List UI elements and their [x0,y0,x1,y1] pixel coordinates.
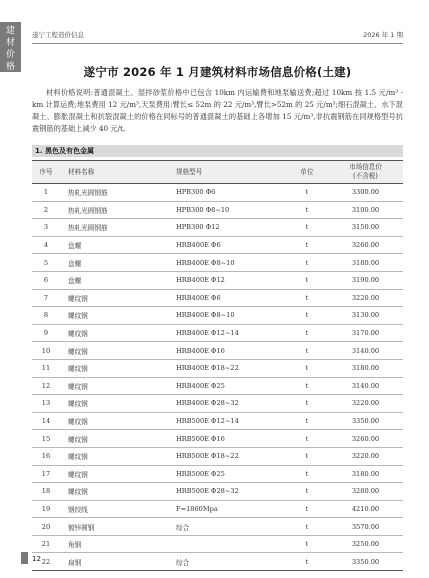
section-heading: 1. 黑色及有色金属 [32,145,403,157]
row-spec: F=1860Mpa [168,500,286,518]
table-row [32,395,403,413]
header-publication: 遂宁工程造价信息 [32,31,84,39]
row-unit: t [286,271,328,289]
row-price: 3280.00 [328,483,403,501]
page-marker [21,552,28,564]
row-spec: HPB300 Φ12 [168,219,286,237]
row-no: 17 [32,465,60,483]
row-spec: 综合 [168,553,286,571]
row-material-name: 螺纹钢 [60,289,168,307]
row-material-name: 螺纹钢 [60,430,168,448]
row-spec: HRB500E Φ12~14 [168,412,286,430]
row-no: 6 [32,271,60,289]
row-unit: t [286,483,328,501]
table-row [32,412,403,430]
row-material-name: 镀锌圆钢 [60,518,168,536]
row-material-name: 螺纹钢 [60,465,168,483]
row-material-name: 盘螺 [60,254,168,272]
row-material-name: 角钢 [60,535,168,553]
row-material-name: 扁钢 [60,553,168,571]
row-no: 5 [32,254,60,272]
row-no: 20 [32,518,60,536]
row-price: 3140.00 [328,377,403,395]
row-unit: t [286,219,328,237]
row-unit: t [286,324,328,342]
table-row [32,342,403,360]
header-name: 材料名称 [60,161,168,184]
header-no: 序号 [32,161,60,184]
row-spec [168,535,286,553]
row-price: 3130.00 [328,307,403,325]
row-unit: t [286,184,328,202]
row-price: 3350.00 [328,553,403,571]
table-row [32,553,403,571]
row-price: 3350.00 [328,412,403,430]
row-price: 3150.00 [328,219,403,237]
row-price: 3180.00 [328,254,403,272]
table-row [32,254,403,272]
row-material-name: 螺纹钢 [60,395,168,413]
row-spec: HRB400E Φ28~32 [168,395,286,413]
row-no: 12 [32,377,60,395]
row-unit: t [286,395,328,413]
row-price: 3260.00 [328,430,403,448]
table-row [32,447,403,465]
row-material-name: 螺纹钢 [60,377,168,395]
row-material-name: 热轧光圆钢筋 [60,219,168,237]
row-price: 3300.00 [328,184,403,202]
table-row [32,289,403,307]
row-spec: HRB400E Φ12 [168,271,286,289]
row-spec: HRB500E Φ28~32 [168,483,286,501]
row-material-name: 螺纹钢 [60,342,168,360]
row-material-name: 盘螺 [60,236,168,254]
table-row [32,271,403,289]
row-spec: HRB400E Φ12~14 [168,324,286,342]
table-row [32,201,403,219]
price-table-body [32,184,403,571]
row-spec: HRB400E Φ6 [168,236,286,254]
row-spec: HPB300 Φ8~10 [168,201,286,219]
table-row [32,359,403,377]
row-material-name: 热轧光圆钢筋 [60,201,168,219]
row-price: 3180.00 [328,465,403,483]
row-no: 10 [32,342,60,360]
row-no: 16 [32,447,60,465]
row-unit: t [286,342,328,360]
table-row [32,184,403,202]
table-row [32,500,403,518]
row-spec: HRB500E Φ16 [168,430,286,448]
header-divider [32,43,403,44]
row-no: 9 [32,324,60,342]
row-spec: HRB400E Φ8~10 [168,254,286,272]
row-material-name: 热轧光圆钢筋 [60,184,168,202]
page-number: 12 [32,555,41,563]
page-title: 遂宁市 2026 年 1 月建筑材料市场信息价格(土建) [83,65,352,79]
row-unit: t [286,518,328,536]
running-header [32,30,403,39]
table-row [32,535,403,553]
row-price: 3220.00 [328,395,403,413]
row-unit: t [286,465,328,483]
row-material-name: 螺纹钢 [60,307,168,325]
row-price: 3170.00 [328,324,403,342]
row-price: 3250.00 [328,535,403,553]
table-row [32,236,403,254]
row-spec: HRB400E Φ25 [168,377,286,395]
row-no: 13 [32,395,60,413]
row-unit: t [286,236,328,254]
row-spec: HRB400E Φ18~22 [168,359,286,377]
row-material-name: 螺纹钢 [60,412,168,430]
row-unit: t [286,289,328,307]
row-spec: 综合 [168,518,286,536]
row-no: 22 [32,553,60,571]
row-unit: t [286,500,328,518]
row-no: 3 [32,219,60,237]
row-unit: t [286,359,328,377]
table-row [32,430,403,448]
row-unit: t [286,254,328,272]
header-price: 市场信息价 (不含税) [328,161,403,184]
header-issue: 2026 年 1 期 [363,31,403,39]
row-spec: HRB500E Φ25 [168,465,286,483]
table-row [32,324,403,342]
row-no: 19 [32,500,60,518]
row-no: 18 [32,483,60,501]
row-no: 14 [32,412,60,430]
row-unit: t [286,535,328,553]
row-price: 3100.00 [328,201,403,219]
section-side-tab [0,22,21,72]
row-unit: t [286,307,328,325]
row-no: 2 [32,201,60,219]
table-header-row [32,161,403,184]
row-unit: t [286,447,328,465]
row-spec: HRB500E Φ18~22 [168,447,286,465]
row-material-name: 盘螺 [60,271,168,289]
row-price: 3220.00 [328,289,403,307]
table-row [32,377,403,395]
header-unit: 单位 [286,161,328,184]
row-unit: t [286,430,328,448]
row-material-name: 螺纹钢 [60,447,168,465]
row-material-name: 螺纹钢 [60,324,168,342]
row-spec: HRB400E Φ8~10 [168,307,286,325]
row-no: 15 [32,430,60,448]
row-price: 3570.00 [328,518,403,536]
table-row [32,518,403,536]
row-no: 21 [32,535,60,553]
table-row [32,219,403,237]
row-spec: HRB400E Φ16 [168,342,286,360]
side-tab-label: 建 材 价 格 [5,26,15,72]
price-notes-paragraph: 材料价格说明:普通混凝土、湿拌砂浆价格中已包含 10km 内运输费和地泵输送费;超过 10km 按 1.5 元/m³ · km 计算运费;地泵费用 12 元/m³,天泵费用:臂长≤ 52m 的 22 元/m³,臂长>52m 的 25 元/m³;细石混凝土、水下混凝土、膨胀混凝土和抗裂混凝土的价格在同标号的普通混凝土的基础上各增加 15 元/m³,非抗震钢筋在同规格型号抗震钢筋的基础上减少 40 元/t。 [32,88,403,133]
row-no: 4 [32,236,60,254]
row-price: 3220.00 [328,447,403,465]
price-table [32,160,403,571]
row-price: 3190.00 [328,271,403,289]
row-unit: t [286,553,328,571]
row-no: 1 [32,184,60,202]
row-unit: t [286,412,328,430]
table-row [32,465,403,483]
row-price: 3260.00 [328,236,403,254]
row-price: 3140.00 [328,342,403,360]
row-unit: t [286,201,328,219]
row-no: 11 [32,359,60,377]
row-price: 4210.00 [328,500,403,518]
row-spec: HPB300 Φ6 [168,184,286,202]
table-row [32,483,403,501]
row-no: 7 [32,289,60,307]
row-material-name: 钢绞线 [60,500,168,518]
row-price: 3180.00 [328,359,403,377]
table-row [32,307,403,325]
row-unit: t [286,377,328,395]
row-no: 8 [32,307,60,325]
row-spec: HRB400E Φ6 [168,289,286,307]
row-material-name: 螺纹钢 [60,483,168,501]
header-spec: 规格型号 [168,161,286,184]
row-material-name: 螺纹钢 [60,359,168,377]
